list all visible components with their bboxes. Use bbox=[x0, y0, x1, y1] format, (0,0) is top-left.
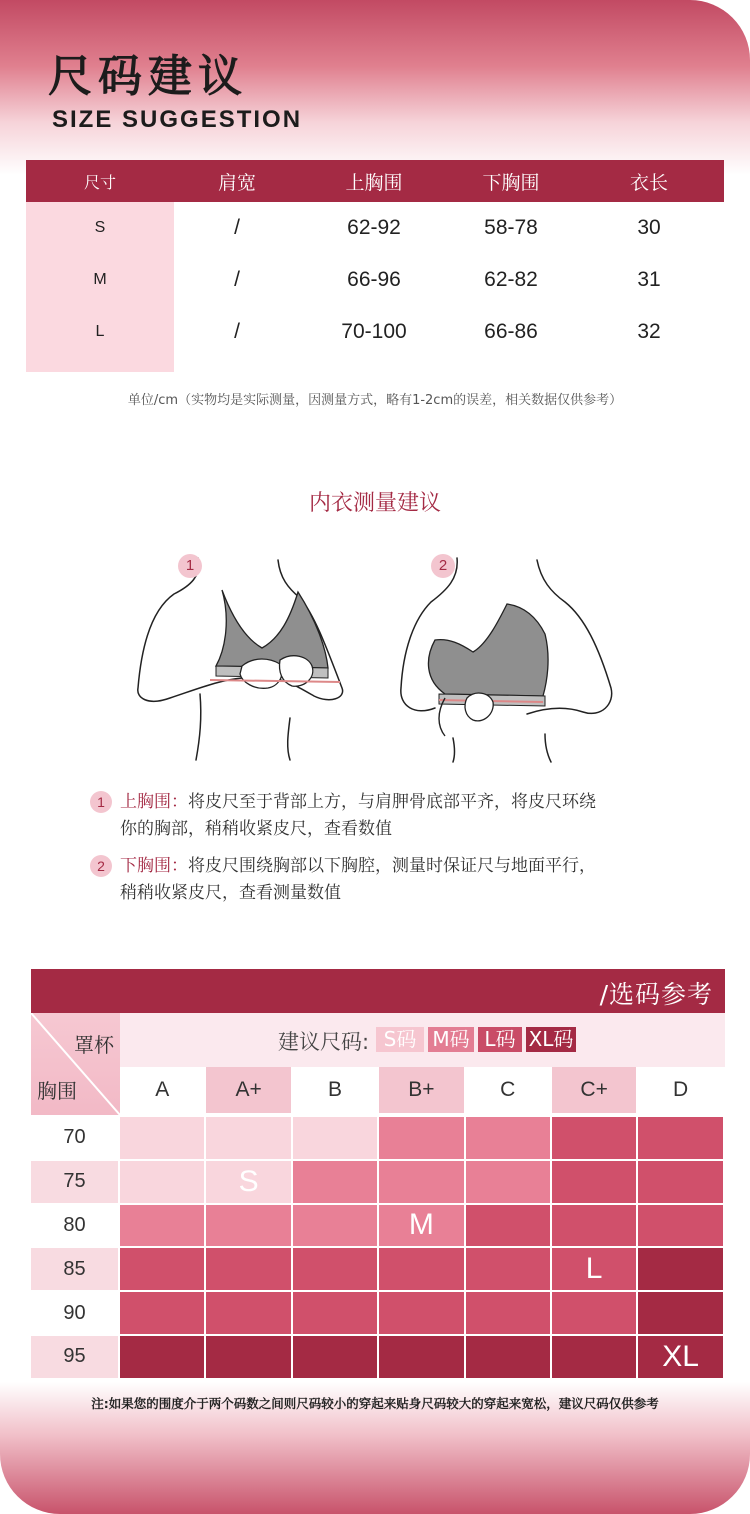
grid-size-label: M bbox=[379, 1205, 465, 1247]
under-bust-illustration bbox=[395, 548, 630, 763]
cell-size: L bbox=[95, 323, 105, 340]
size-table-header bbox=[26, 160, 724, 202]
cell-shoulder: / bbox=[234, 216, 240, 239]
col-under-bust: 下胸围 bbox=[482, 171, 540, 194]
grid-cell-m bbox=[206, 1205, 292, 1247]
cup-chart-title: /选码参考 bbox=[599, 980, 713, 1009]
grid-cell-xl bbox=[638, 1292, 724, 1334]
band-label: 85 bbox=[31, 1248, 120, 1290]
cell-size: M bbox=[93, 271, 107, 288]
step-line: 稍稍收紧皮尺，查看测量数值 bbox=[120, 883, 341, 903]
grid-size-label: S bbox=[206, 1161, 292, 1203]
step-line: 你的胸部，稍稍收紧皮尺，查看数值 bbox=[120, 819, 392, 839]
page-title: 尺码建议 bbox=[48, 51, 248, 102]
cup-header-cell: A+ bbox=[206, 1067, 292, 1113]
cup-chart bbox=[31, 1013, 725, 1383]
size-table-body bbox=[26, 202, 724, 372]
step-number-badge: 2 bbox=[431, 554, 455, 578]
table-row bbox=[26, 202, 724, 254]
grid-cell-l bbox=[206, 1248, 292, 1290]
page-subtitle: SIZE SUGGESTION bbox=[52, 106, 303, 133]
cell-upper-bust: 66-96 bbox=[347, 268, 401, 291]
grid-cell-l bbox=[552, 1205, 638, 1247]
grid-cell-l bbox=[379, 1248, 465, 1290]
grid-cell-l bbox=[638, 1205, 724, 1247]
upper-bust-drawing bbox=[130, 548, 355, 763]
cell-upper-bust: 70-100 bbox=[341, 320, 407, 343]
step-upper-bust bbox=[90, 789, 690, 843]
grid-size-label: L bbox=[552, 1248, 638, 1290]
cup-size-header-row bbox=[120, 1067, 725, 1115]
grid-cell-l bbox=[466, 1292, 552, 1334]
step-label: 上胸围： bbox=[120, 792, 188, 812]
grid-cell-l bbox=[552, 1117, 638, 1159]
cell-upper-bust: 62-92 bbox=[347, 216, 401, 239]
col-size: 尺寸 bbox=[83, 172, 116, 192]
suggested-size-legend bbox=[120, 1013, 725, 1067]
band-label: 70 bbox=[31, 1117, 120, 1159]
grid-cell-xl bbox=[638, 1248, 724, 1290]
step-number-badge: 2 bbox=[90, 855, 112, 877]
col-length: 衣长 bbox=[629, 171, 668, 194]
grid-cell-xl bbox=[206, 1336, 292, 1378]
corner-cup-label: 罩杯 bbox=[74, 1033, 114, 1057]
cell-under-bust: 66-86 bbox=[484, 320, 538, 343]
grid-cell-l bbox=[120, 1248, 206, 1290]
grid-size-label: XL bbox=[638, 1336, 724, 1378]
footnote: 注:如果您的围度介于两个码数之间则尺码较小的穿起来贴身尺码较大的穿起来宽松，建议尺码仅供参考 bbox=[91, 1396, 659, 1411]
cup-header-cell: D bbox=[638, 1067, 724, 1113]
unit-note: 单位/cm（实物均是实际测量，因测量方式，略有1-2cm的误差，相关数据仅供参考） bbox=[127, 393, 623, 408]
grid-cell-xl bbox=[120, 1336, 206, 1378]
grid-cell-l bbox=[206, 1292, 292, 1334]
grid-cell-m bbox=[293, 1205, 379, 1247]
cell-length: 30 bbox=[637, 216, 661, 239]
corner-chest-label: 胸围 bbox=[37, 1079, 77, 1103]
measure-title: 内衣测量建议 bbox=[308, 491, 441, 516]
grid-row bbox=[31, 1159, 725, 1203]
cell-under-bust: 58-78 bbox=[484, 216, 538, 239]
step-number-badge: 1 bbox=[178, 554, 202, 578]
col-upper-bust: 上胸围 bbox=[345, 171, 403, 194]
cup-header-cell: B+ bbox=[379, 1067, 465, 1113]
grid-cell-xl bbox=[552, 1336, 638, 1378]
step-number-badge: 1 bbox=[90, 791, 112, 813]
table-row bbox=[26, 306, 724, 358]
grid-cell-s bbox=[120, 1117, 206, 1159]
grid-row bbox=[31, 1290, 725, 1334]
band-label: 80 bbox=[31, 1205, 120, 1247]
legend-chip-m: M码 bbox=[428, 1027, 474, 1052]
grid-cell-m bbox=[379, 1161, 465, 1203]
grid-cell-l bbox=[379, 1292, 465, 1334]
grid-cell-m bbox=[379, 1117, 465, 1159]
grid-row bbox=[31, 1203, 725, 1247]
legend-chip-xl: XL码 bbox=[526, 1027, 576, 1052]
step-text bbox=[120, 853, 690, 907]
grid-cell-m bbox=[293, 1161, 379, 1203]
legend-chip-l: L码 bbox=[478, 1027, 522, 1052]
grid-cell-m bbox=[466, 1161, 552, 1203]
cell-under-bust: 62-82 bbox=[484, 268, 538, 291]
size-table bbox=[26, 160, 724, 372]
band-label: 90 bbox=[31, 1292, 120, 1334]
grid-cell-xl bbox=[466, 1336, 552, 1378]
chart-corner bbox=[31, 1013, 120, 1115]
grid-cell-xl bbox=[293, 1336, 379, 1378]
cup-header-cell: C bbox=[466, 1067, 552, 1113]
grid-cell-l bbox=[552, 1161, 638, 1203]
step-text bbox=[120, 789, 690, 843]
step-line: 将皮尺至于背部上方，与肩胛骨底部平齐，将皮尺环绕 bbox=[188, 792, 596, 812]
cell-length: 31 bbox=[637, 268, 661, 291]
grid-cell-l bbox=[552, 1292, 638, 1334]
band-label: 75 bbox=[31, 1161, 120, 1203]
grid-cell-l bbox=[466, 1248, 552, 1290]
col-shoulder: 肩宽 bbox=[217, 171, 256, 194]
upper-bust-illustration bbox=[130, 548, 355, 763]
step-under-bust bbox=[90, 853, 690, 907]
band-label: 95 bbox=[31, 1336, 120, 1378]
grid-cell-l bbox=[638, 1117, 724, 1159]
grid-cell-s bbox=[120, 1161, 206, 1203]
grid-cell-s bbox=[293, 1117, 379, 1159]
cup-header-cell: B bbox=[293, 1067, 379, 1113]
grid-cell-m bbox=[466, 1117, 552, 1159]
cup-header-cell: A bbox=[120, 1067, 206, 1113]
step-label: 下胸围： bbox=[120, 856, 188, 876]
cup-size-grid bbox=[31, 1115, 725, 1378]
grid-cell-s bbox=[206, 1117, 292, 1159]
grid-cell-l bbox=[293, 1292, 379, 1334]
legend-label: 建议尺码: bbox=[278, 1030, 370, 1054]
step-line: 将皮尺围绕胸部以下胸腔，测量时保证尺与地面平行， bbox=[188, 856, 596, 876]
grid-row bbox=[31, 1334, 725, 1378]
legend-chip-s: S码 bbox=[376, 1027, 424, 1052]
grid-row bbox=[31, 1115, 725, 1159]
grid-row bbox=[31, 1246, 725, 1290]
cell-size: S bbox=[94, 219, 106, 236]
under-bust-drawing bbox=[395, 548, 630, 763]
table-row bbox=[26, 254, 724, 306]
grid-cell-l bbox=[120, 1292, 206, 1334]
grid-cell-xl bbox=[379, 1336, 465, 1378]
grid-cell-l bbox=[466, 1205, 552, 1247]
grid-cell-l bbox=[293, 1248, 379, 1290]
grid-cell-m bbox=[120, 1205, 206, 1247]
cup-chart-header bbox=[31, 969, 725, 1013]
cell-shoulder: / bbox=[234, 320, 240, 343]
cell-length: 32 bbox=[637, 320, 661, 343]
grid-cell-l bbox=[638, 1161, 724, 1203]
cup-header-cell: C+ bbox=[552, 1067, 638, 1113]
cell-shoulder: / bbox=[234, 268, 240, 291]
